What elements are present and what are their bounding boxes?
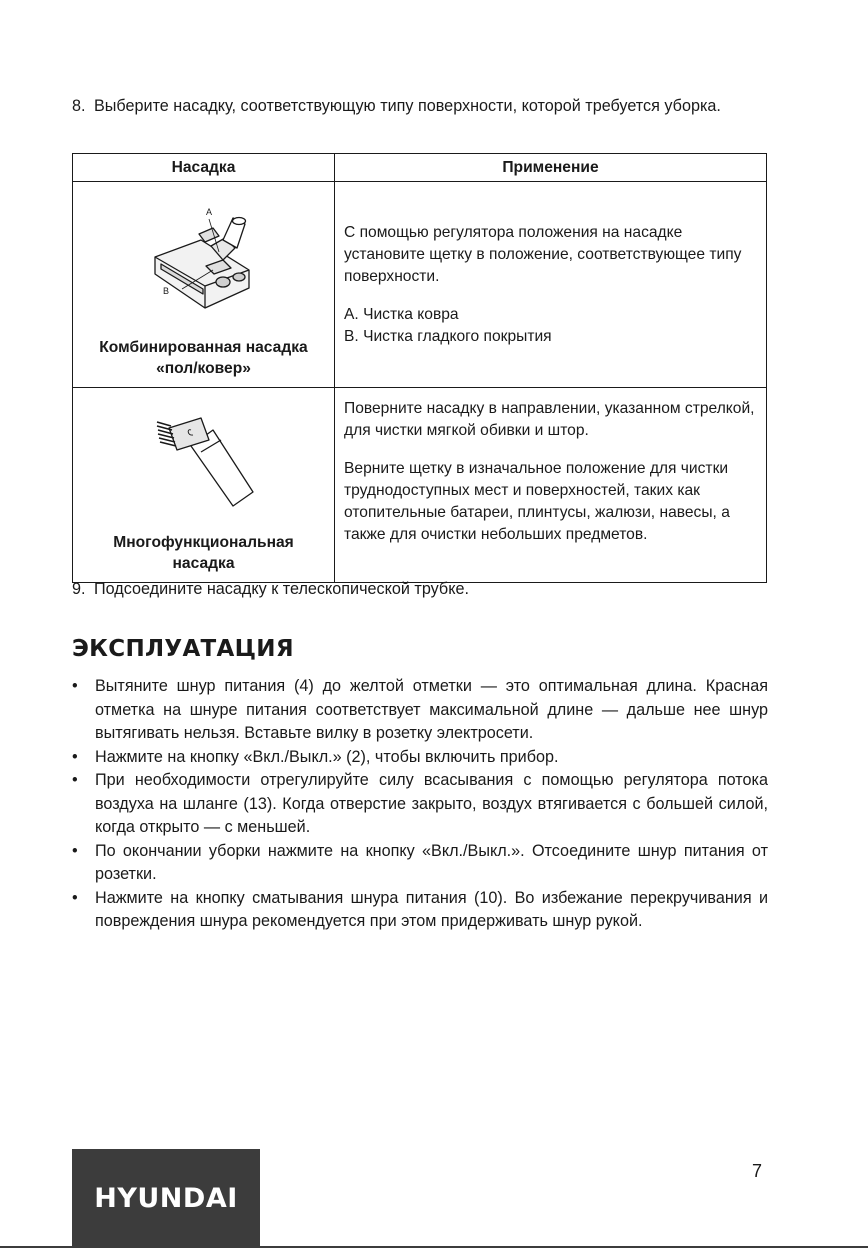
callout-a: A [206, 207, 213, 217]
usage-text: С помощью регулятора положения на насадке установите щетку в положение, соответствующее типу поверхности. [344, 224, 742, 285]
step-text: Подсоедините насадку к телескопической трубке. [94, 580, 469, 598]
step-number: 8. [72, 97, 86, 115]
list-item [72, 887, 768, 934]
usage-option-b: В. Чистка гладкого покрытия [344, 328, 552, 345]
bullet: • [72, 747, 78, 766]
usage-text: Верните щетку в изначальное положение для чистки труднодоступных мест и поверхностей, таких как отопительные батареи, плинтусы, жалюзи, навесы, а также для очистки небольших предметов. [344, 460, 730, 543]
step-number: 9. [72, 580, 86, 598]
header-nozzle: Насадка [73, 154, 335, 182]
list-item-text: Нажмите на кнопку сматывания шнура питания (10). Во избежание перекручивания и повреждения шнура рекомендуется при этом придерживать шнур рукой. [95, 888, 768, 930]
section-title: ЭКСПЛУАТАЦИЯ [72, 636, 294, 662]
list-item [72, 769, 768, 840]
nozzle-caption: Комбинированная насадка «пол/ковер» [99, 339, 308, 377]
usage-text: Поверните насадку в направлении, указанном стрелкой, для чистки мягкой обивки и штор. [344, 400, 755, 439]
usage-option-a: А. Чистка ковра [344, 306, 459, 323]
nozzle-cell [73, 388, 335, 583]
step-text: Выберите насадку, соответствующую типу поверхности, которой требуется уборка. [94, 97, 721, 115]
table-row [73, 182, 767, 388]
callout-b: B [163, 286, 170, 296]
page-number: 7 [752, 1161, 763, 1181]
step-9 [72, 578, 768, 601]
operation-list [72, 675, 768, 934]
list-item [72, 675, 768, 746]
step-8 [72, 95, 768, 118]
bullet: • [72, 841, 78, 860]
list-item [72, 746, 768, 770]
nozzle-table [72, 153, 767, 583]
list-item-text: Вытяните шнур питания (4) до желтой отметки — это оптимальная длина. Красная отметка на шнуре питания соответствует максимальной длине — дальше нее шнур вытягивать нельзя. Вставьте вилку в розетку электросети. [95, 677, 768, 742]
usage-cell [335, 388, 767, 583]
nozzle-caption: Многофункциональная насадка [113, 534, 294, 572]
bullet: • [72, 888, 78, 907]
nozzle-cell [73, 182, 335, 388]
bullet: • [72, 677, 78, 695]
list-item-text: При необходимости отрегулируйте силу всасывания с помощью регулятора потока воздуха на шланге (13). Когда отверстие закрыто, воздух втягивается с большей силой, когда открыто — с меньшей. [95, 771, 768, 836]
usage-cell [335, 182, 767, 388]
list-item-text: По окончании уборки нажмите на кнопку «Вкл./Выкл.». Отсоедините шнур питания от розетки. [95, 841, 768, 883]
bullet: • [72, 771, 78, 789]
header-usage: Применение [335, 154, 767, 182]
list-item [72, 840, 768, 887]
brand-logo: HYUNDAI [72, 1149, 260, 1248]
table-header-row [73, 154, 767, 182]
list-item-text: Нажмите на кнопку «Вкл./Выкл.» (2), чтобы включить прибор. [95, 747, 559, 766]
table-row [73, 388, 767, 583]
